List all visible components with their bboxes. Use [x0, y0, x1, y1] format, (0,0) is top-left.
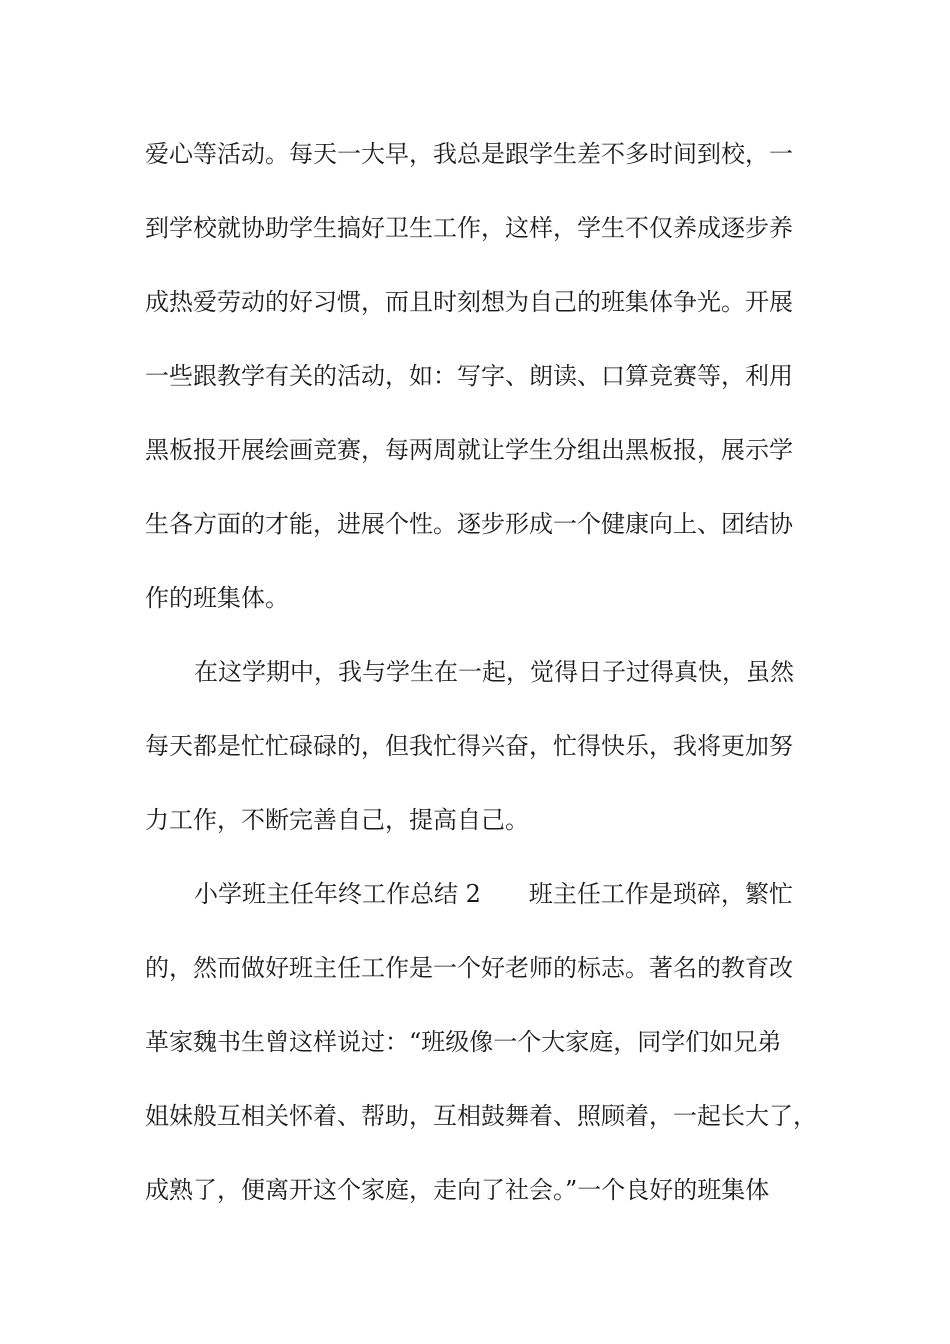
text-line: 的，然而做好班主任工作是一个好老师的标志。著名的教育改 — [145, 954, 793, 982]
text-line: 爱心等活动。每天一大早，我总是跟学生差不多时间到校，一 — [145, 140, 793, 168]
text-line: 黑板报开展绘画竞赛，每两周就让学生分组出黑板报，展示学 — [145, 436, 793, 464]
text-line: 成热爱劳动的好习惯，而且时刻想为自己的班集体争光。开展 — [145, 288, 793, 316]
text-line: 姐妹般互相关怀着、帮助，互相鼓舞着、照顾着，一起长大了， — [145, 1102, 817, 1130]
section-title: 小学班主任年终工作总结 2 — [194, 880, 481, 908]
section-first-text: 班主任工作是琐碎，繁忙 — [528, 880, 793, 908]
text-line: 生各方面的才能，进展个性。逐步形成一个健康向上、团结协 — [145, 510, 793, 538]
text-line: 革家魏书生曾这样说过：“班级像一个大家庭，同学们如兄弟 — [145, 1028, 782, 1056]
text-line: 一些跟教学有关的活动，如：写字、朗读、口算竞赛等，利用 — [145, 362, 793, 390]
section-heading-line — [194, 878, 834, 910]
paragraph-first-line: 在这学期中，我与学生在一起，觉得日子过得真快，虽然 — [194, 658, 794, 686]
text-line: 力工作，不断完善自己，提高自己。 — [145, 806, 529, 834]
text-line: 每天都是忙忙碌碌的，但我忙得兴奋，忙得快乐，我将更加努 — [145, 732, 793, 760]
text-line: 到学校就协助学生搞好卫生工作，这样，学生不仅养成逐步养 — [145, 214, 793, 242]
text-line: 作的班集体。 — [145, 584, 289, 612]
text-line: 成熟了，便离开这个家庭，走向了社会。”一个良好的班集体 — [145, 1176, 770, 1204]
